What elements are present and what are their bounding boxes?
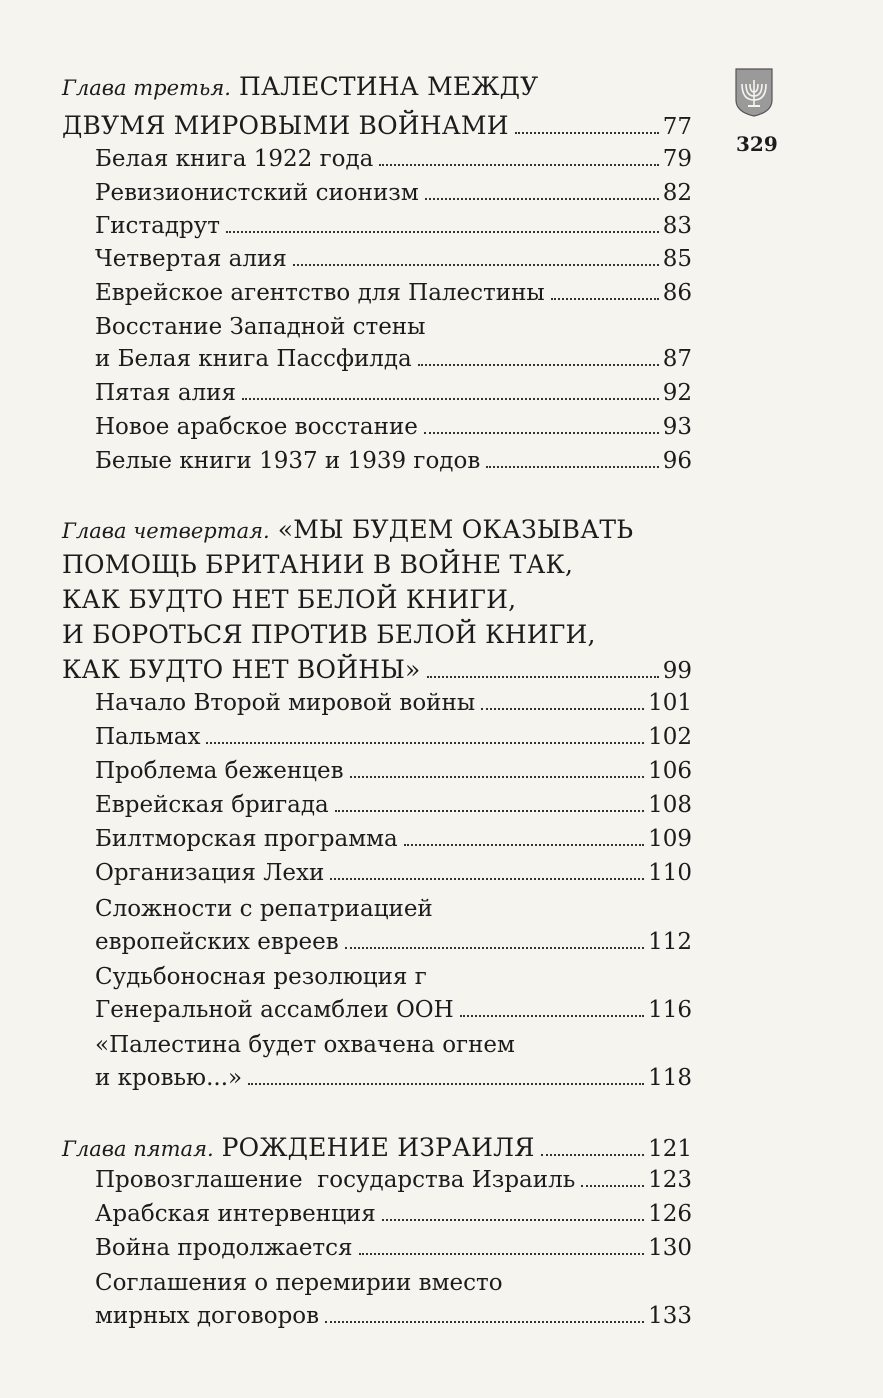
- page-ref: 82: [662, 180, 692, 206]
- page-ref: 123: [648, 1167, 692, 1193]
- toc-entry: [95, 826, 692, 852]
- page-ref: 87: [662, 346, 692, 372]
- toc-entry: [95, 314, 692, 340]
- toc-entry: [95, 380, 692, 406]
- toc-entry: [95, 690, 692, 716]
- chapter-title: ПОМОЩЬ БРИТАНИИ В ВОЙНЕ ТАК,: [62, 550, 574, 579]
- section-title: Соглашения о перемирии вместо: [95, 1270, 503, 1296]
- page-ref: 121: [648, 1136, 692, 1162]
- leader-dots: [418, 364, 659, 366]
- leader-dots: [345, 947, 644, 949]
- page-ref: 86: [662, 280, 692, 306]
- leader-dots: [460, 1015, 644, 1017]
- section-title: Пятая алия: [95, 380, 236, 406]
- section-title: Билтморская программа: [95, 826, 398, 852]
- toc-entry: [95, 1167, 692, 1193]
- section-title: Восстание Западной стены: [95, 314, 426, 340]
- leader-dots: [248, 1083, 644, 1085]
- leader-dots: [359, 1253, 645, 1255]
- leader-dots: [404, 844, 644, 846]
- leader-dots: [325, 1321, 644, 1323]
- page-ref: 79: [662, 146, 692, 172]
- section-title: Проблема беженцев: [95, 758, 344, 784]
- section-title: Гистадрут: [95, 213, 221, 239]
- toc-entry: [95, 146, 692, 172]
- toc-entry: [95, 1201, 692, 1227]
- page-ref: 133: [648, 1303, 692, 1329]
- chapter-4-title-line-5: [62, 655, 692, 684]
- chapter-title: И БОРОТЬСЯ ПРОТИВ БЕЛОЙ КНИГИ,: [62, 620, 596, 649]
- toc-entry: [95, 1235, 692, 1261]
- section-title: Сложности с репатриацией: [95, 896, 433, 922]
- section-title: мирных договоров: [95, 1303, 320, 1329]
- section-title: и Белая книга Пассфилда: [95, 346, 412, 372]
- section-title: Генеральной ассамблеи ООН: [95, 997, 454, 1023]
- page-ref: 99: [662, 658, 692, 684]
- toc-entry: [95, 213, 692, 239]
- leader-dots: [242, 398, 659, 400]
- chapter-title: «МЫ БУДЕМ ОКАЗЫВАТЬ: [277, 515, 634, 544]
- toc-entry: [95, 964, 692, 990]
- page-ref: 126: [648, 1201, 692, 1227]
- page-ref: 106: [648, 758, 692, 784]
- section-title: Белая книга 1922 года: [95, 146, 374, 172]
- toc-entry: [95, 1032, 692, 1058]
- page-ref: 118: [648, 1065, 692, 1091]
- chapter-3-title-line-2: [62, 111, 692, 140]
- leader-dots: [551, 298, 659, 300]
- toc-entry: [95, 896, 692, 922]
- toc-entry: [95, 724, 692, 750]
- page-ref: 102: [648, 724, 692, 750]
- chapter-prefix: Глава пятая.: [62, 1137, 214, 1161]
- menorah-emblem-icon: [733, 66, 775, 118]
- section-title: Организация Лехи: [95, 860, 325, 886]
- section-title: Четвертая алия: [95, 246, 287, 272]
- page-ref: 77: [662, 114, 692, 140]
- toc-entry: [95, 346, 692, 372]
- leader-dots: [330, 878, 644, 880]
- section-title: Судьбоносная резолюция г: [95, 964, 427, 990]
- leader-dots: [293, 264, 659, 266]
- leader-dots: [379, 164, 658, 166]
- toc-entry: [95, 860, 692, 886]
- page-ref: 83: [662, 213, 692, 239]
- section-title: и кровью...»: [95, 1065, 243, 1091]
- section-title: Пальмах: [95, 724, 201, 750]
- section-title: Еврейское агентство для Палестины: [95, 280, 545, 306]
- toc-entry: [95, 246, 692, 272]
- page-ref: 108: [648, 792, 692, 818]
- page-ref: 93: [662, 414, 692, 440]
- toc-entry: [95, 997, 692, 1023]
- section-title: Начало Второй мировой войны: [95, 690, 476, 716]
- chapter-5-title: [62, 1133, 692, 1162]
- page-ref: 130: [648, 1235, 692, 1261]
- page-ref: 110: [648, 860, 692, 886]
- toc-entry: [95, 1303, 692, 1329]
- toc-entry: [95, 280, 692, 306]
- section-title: Еврейская бригада: [95, 792, 329, 818]
- page-ref: 85: [662, 246, 692, 272]
- leader-dots: [481, 708, 644, 710]
- leader-dots: [382, 1219, 644, 1221]
- leader-dots: [335, 810, 644, 812]
- section-title: Провозглашение государства Израиль: [95, 1167, 576, 1193]
- chapter-title: ПАЛЕСТИНА МЕЖДУ: [238, 72, 539, 101]
- chapter-prefix: Глава третья.: [62, 76, 231, 100]
- chapter-3-title-line-1: [62, 72, 692, 101]
- chapter-title: ДВУМЯ МИРОВЫМИ ВОЙНАМИ: [62, 111, 509, 140]
- leader-dots: [486, 466, 658, 468]
- chapter-title: РОЖДЕНИЕ ИЗРАИЛЯ: [221, 1133, 535, 1162]
- leader-dots: [350, 776, 645, 778]
- chapter-title: КАК БУДТО НЕТ БЕЛОЙ КНИГИ,: [62, 585, 517, 614]
- section-title: Ревизионистский сионизм: [95, 180, 419, 206]
- toc-entry: [95, 1270, 692, 1296]
- chapter-4-title-line-4: [62, 620, 692, 649]
- page-ref: 116: [648, 997, 692, 1023]
- chapter-title: КАК БУДТО НЕТ ВОЙНЫ»: [62, 655, 421, 684]
- leader-dots: [541, 1154, 644, 1156]
- section-title: европейских евреев: [95, 929, 339, 955]
- section-title: Арабская интервенция: [95, 1201, 376, 1227]
- section-title: Белые книги 1937 и 1939 годов: [95, 448, 481, 474]
- page-ref: 112: [648, 929, 692, 955]
- toc-entry: [95, 792, 692, 818]
- leader-dots: [425, 198, 659, 200]
- leader-dots: [226, 231, 659, 233]
- chapter-4-title-line-3: [62, 585, 692, 614]
- leader-dots: [515, 132, 659, 134]
- leader-dots: [206, 742, 644, 744]
- toc-entry: [95, 758, 692, 784]
- section-title: «Палестина будет охвачена огнем: [95, 1032, 515, 1058]
- toc-entry: [95, 1065, 692, 1091]
- leader-dots: [581, 1185, 644, 1187]
- page-ref: 101: [648, 690, 692, 716]
- chapter-4-title-line-2: [62, 550, 692, 579]
- section-title: Война продолжается: [95, 1235, 353, 1261]
- toc-entry: [95, 448, 692, 474]
- page-ref: 92: [662, 380, 692, 406]
- chapter-prefix: Глава четвертая.: [62, 519, 270, 543]
- page-ref: 96: [662, 448, 692, 474]
- leader-dots: [424, 432, 659, 434]
- chapter-4-title-line-1: [62, 515, 692, 544]
- page-ref: 109: [648, 826, 692, 852]
- section-title: Новое арабское восстание: [95, 414, 418, 440]
- toc-entry: [95, 929, 692, 955]
- leader-dots: [427, 676, 659, 678]
- toc-entry: [95, 180, 692, 206]
- toc-entry: [95, 414, 692, 440]
- page-number: 329: [736, 132, 778, 156]
